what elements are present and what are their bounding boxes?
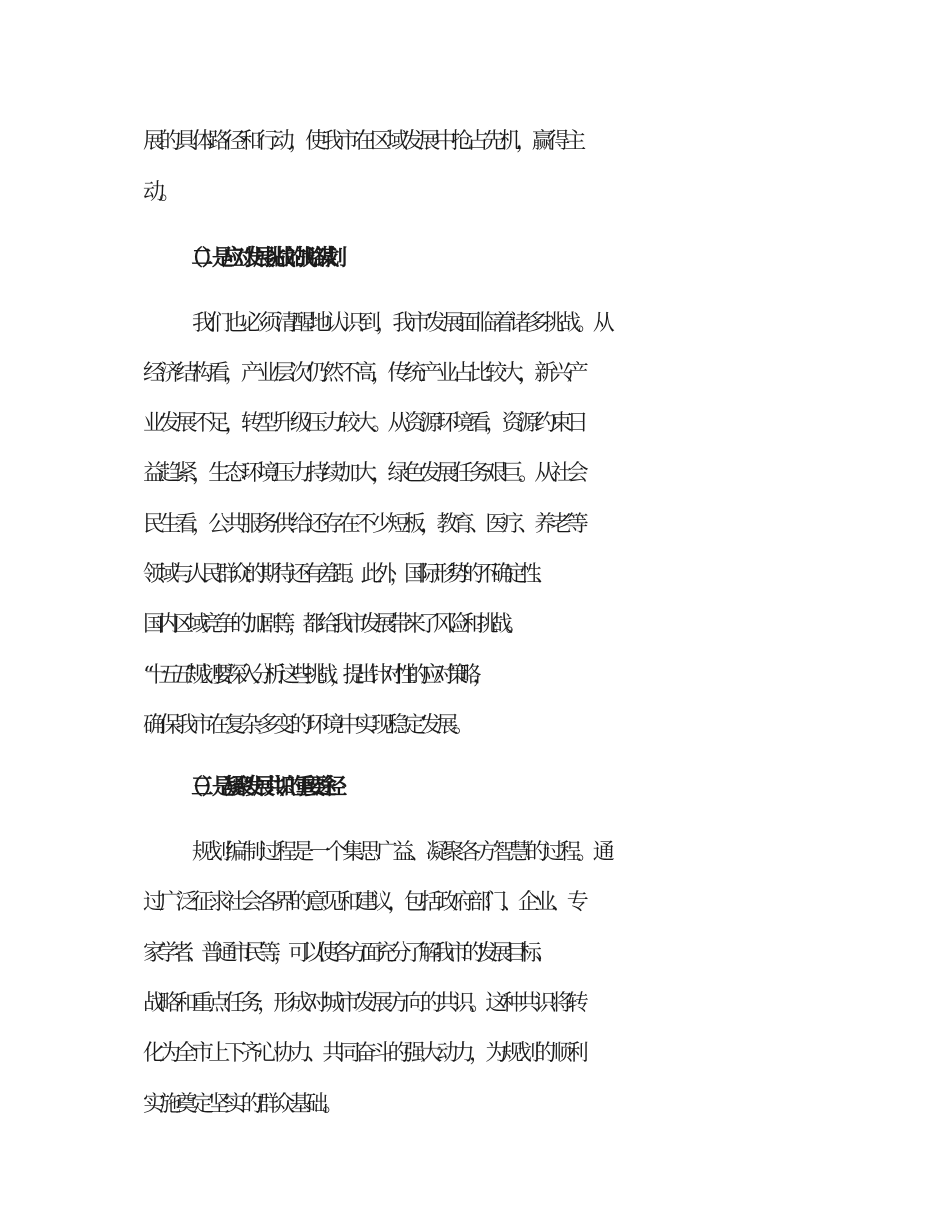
paragraph-line: 家学者、普通市民等，可以使各方面充分了解我市的发展目标、	[143, 941, 550, 966]
paragraph-line: 民生看，公共服务供给还存在不少短板，教育、医疗、养老等	[143, 512, 584, 537]
paragraph-line: 化为全市上下齐心协力、共同奋斗的强大动力，为规划的顺利	[143, 1041, 584, 1066]
paragraph-line: 战略和重点任务，形成对城市发展方向的共识。这种共识将转	[143, 991, 584, 1016]
paragraph-line: 国内区域竞争的加剧等，都给我市发展带来了风险和挑战。	[143, 612, 521, 637]
paragraph-line: 过广泛征求社会各界的意见和建议，包括政府部门、企业、专	[143, 890, 584, 915]
paragraph-line: 我们也必须清醒地认识到，我市发展面临着诸多挑战。从	[192, 311, 610, 336]
paragraph-line: 动。	[143, 180, 176, 205]
paragraph-line: 领域与人民群众的期待还有差距。此外，国际形势的不确定性、	[143, 562, 550, 587]
paragraph-line: 规划编制过程是一个集思广益、凝聚各方智慧的过程。通	[192, 840, 610, 865]
section-heading: （三）是凝聚发展共识的重要途径	[181, 775, 336, 800]
paragraph-line: 益趋紧，生态环境压力持续加大，绿色发展任务艰巨。从社会	[143, 461, 584, 486]
paragraph-line: 实施奠定坚实的群众基础。	[143, 1092, 339, 1117]
paragraph-line: “十五五”规划要深入分析这些挑战，提出针对性的应对策略，	[143, 663, 486, 688]
section-heading: （二）是应对发展挑战的战略谋划	[181, 246, 336, 271]
paragraph-line: 展的具体路径和行动，使我市在区域发展中抢占先机，赢得主	[143, 129, 581, 154]
paragraph-line: 经济结构看，产业层次仍然不高，传统产业占比较大，新兴产	[143, 361, 584, 386]
paragraph-line: 业发展不足，转型升级压力较大。从资源环境看，资源约束日	[143, 411, 584, 436]
paragraph-line: 确保我市在复杂多变的环境中实现稳定发展。	[143, 713, 470, 738]
